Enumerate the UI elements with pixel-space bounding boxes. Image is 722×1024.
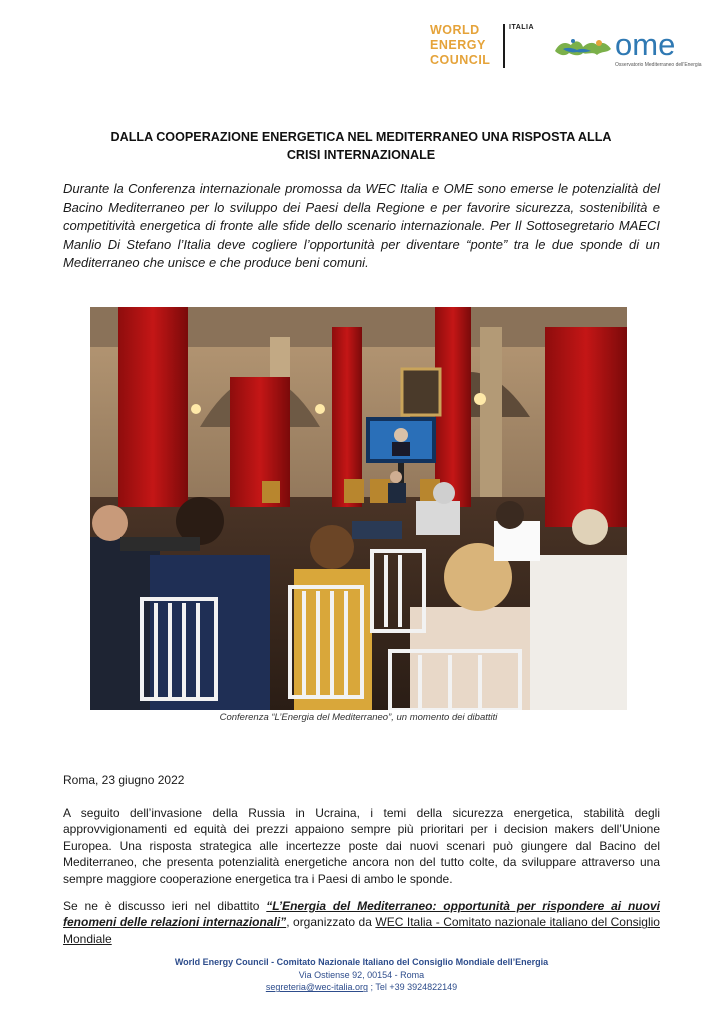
dateline: Roma, 23 giugno 2022 bbox=[63, 773, 185, 787]
wec-logo-country: ITALIA bbox=[509, 24, 535, 31]
debate-title: “L’Energia del Mediterraneo: opportunità per rispondere ai nuovi fenomeni delle relazioni internazionali” bbox=[63, 899, 660, 930]
lead-paragraph: Durante la Conferenza internazionale promossa da WEC Italia e OME sono emerse le potenzialità del Bacino Mediterraneo per lo sviluppo dei Paesi della Regione e per favorire sicurezza, sostenibilità e competitività energetica di fronte alle sfide dello scenario internazionale. Per Il Sottosegretario MAECI Manlio Di Stefano l’Italia deve cogliere l’opportunità per diventare “ponte” tra le due sponde di un Mediterraneo che unisce e che produce beni comuni. bbox=[63, 181, 660, 271]
conference-room-illustration bbox=[90, 307, 627, 710]
conference-photo bbox=[90, 307, 627, 710]
wec-italia-link[interactable]: WEC Italia - Comitato nazionale italiano del Consiglio Mondiale bbox=[63, 915, 660, 946]
ome-logo-subtitle: Osservatorio Mediterraneo dell'Energia bbox=[615, 62, 702, 68]
wec-logo-divider bbox=[503, 24, 505, 68]
body-paragraph-2 bbox=[63, 898, 660, 947]
ome-logo-wordmark: ome bbox=[615, 27, 676, 62]
wec-logo-word-world: WORLD bbox=[430, 23, 480, 37]
wec-logo-word-council: COUNCIL bbox=[430, 53, 491, 67]
mediterranean-map-icon bbox=[553, 31, 613, 65]
footer-organization: World Energy Council - Comitato Nazionale Italiano del Consiglio Mondiale dell’Energia bbox=[174, 957, 549, 967]
footer-phone: ; Tel +39 3924822149 bbox=[368, 982, 458, 993]
footer-email-link[interactable]: segreteria@wec-italia.org bbox=[265, 982, 368, 993]
body-paragraph-1: A seguito dell’invasione della Russia in Ucraina, i temi della sicurezza energetica, stabilità degli approvvigionamenti ed equità dei prezzi appaiono sempre più prioritari per i decision makers dell’Unione Europea. Una risposta strategica alle incertezze poste dai nuovi scenari può giungere dal Bacino del Mediterraneo, che presenta potenzialità energetiche ancora non del tutto colte, da sviluppare attraverso una sempre maggiore cooperazione energetica tra i Paesi di ambo le sponde. bbox=[63, 806, 660, 886]
wec-logo-word-energy: ENERGY bbox=[430, 38, 486, 52]
para2-intro: Se ne è discusso ieri nel dibattito bbox=[63, 899, 267, 913]
wec-italia-logo bbox=[430, 22, 540, 74]
ome-logo bbox=[553, 27, 702, 73]
photo-caption: Conferenza “L’Energia del Mediterraneo”, un momento dei dibattiti bbox=[219, 712, 498, 723]
footer-address: Via Ostiense 92, 00154 - Roma bbox=[298, 969, 425, 980]
press-release-title: DALLA COOPERAZIONE ENERGETICA NEL MEDITERRANEO UNA RISPOSTA ALLA CRISI INTERNAZIONALE bbox=[110, 130, 612, 162]
para2-connector: , organizzato da bbox=[286, 915, 376, 930]
footer bbox=[63, 956, 660, 994]
footer-contacts bbox=[63, 981, 660, 994]
